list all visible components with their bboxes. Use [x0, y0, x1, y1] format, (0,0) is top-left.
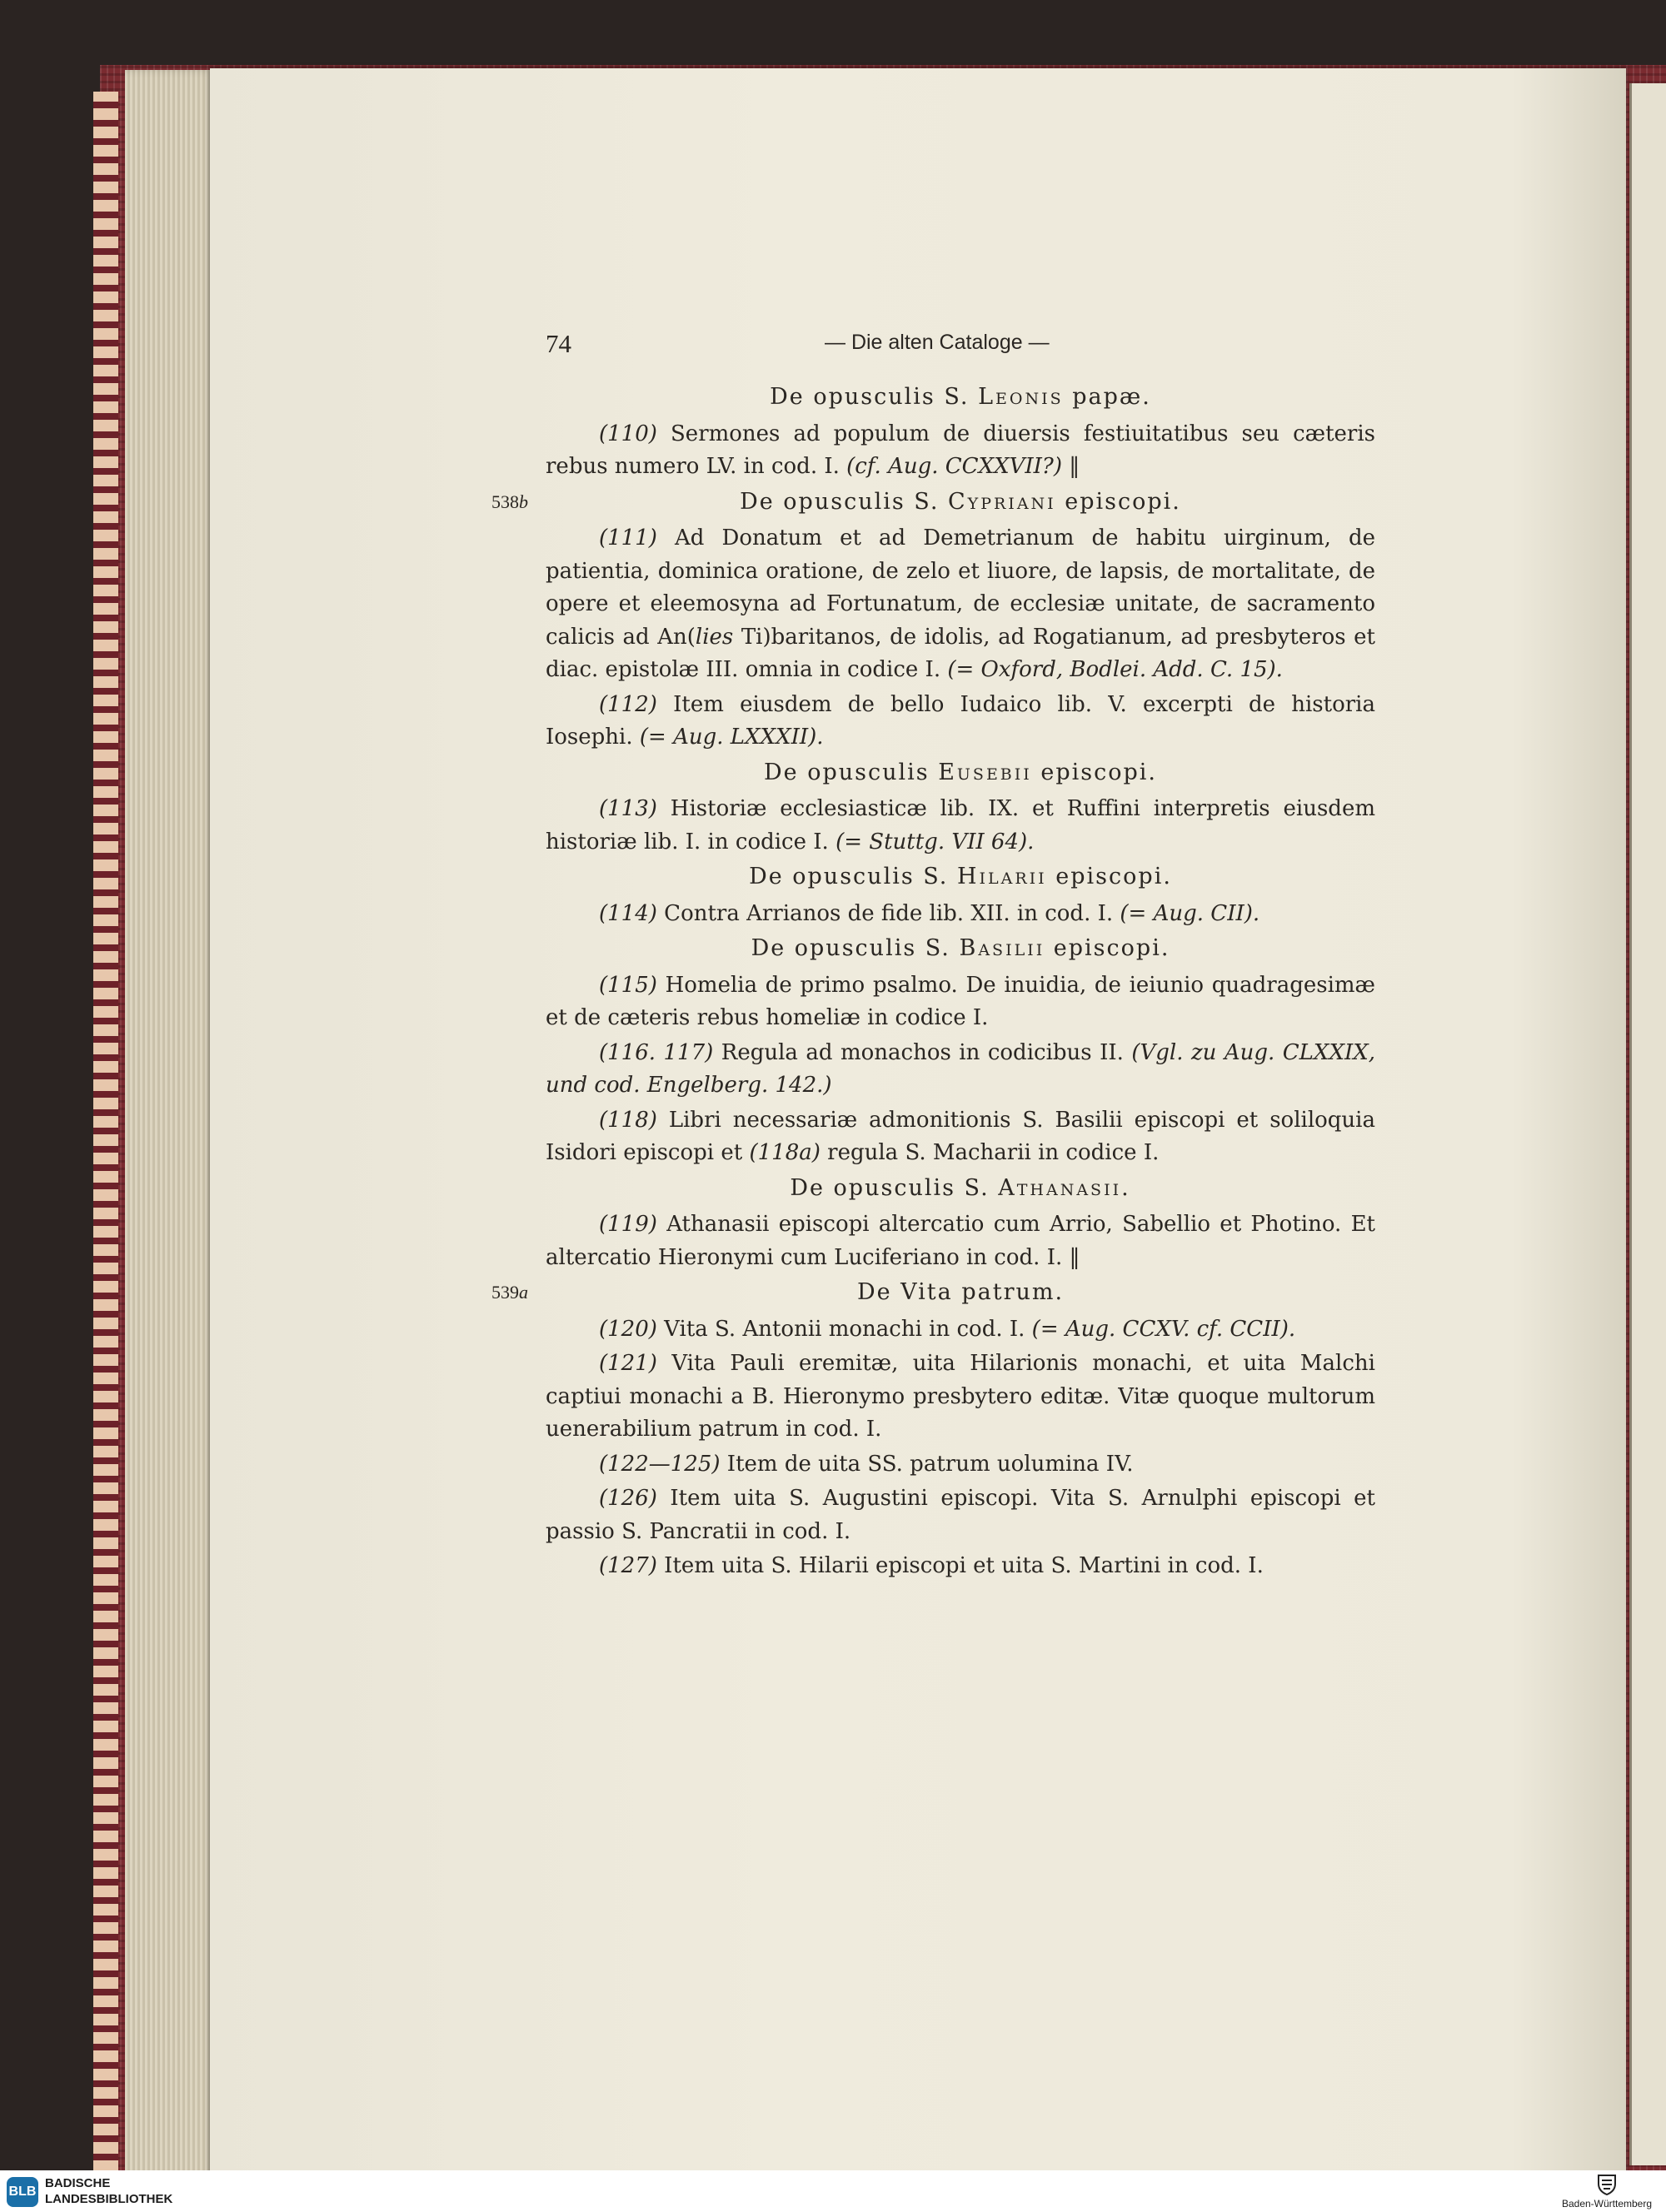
entry-text: Regula ad monachos in codicibus II.: [713, 1039, 1132, 1065]
entry-reference: (cf. Aug. CCXXVII?): [846, 454, 1062, 479]
baden-wuerttemberg-label: Baden-Württemberg: [1561, 2198, 1653, 2210]
library-name-line1: BADISCHE: [45, 2176, 111, 2190]
section-heading: [491, 486, 1375, 519]
margin-folio-letter: b: [519, 491, 528, 512]
library-name-line2: LANDESBIBLIOTHEK: [45, 2192, 173, 2206]
entry-text: Vita Pauli eremitæ, uita Hilarionis monachi, et uita Malchi captiui monachi a B. Hieronymo presbytero editæ. Vitæ quoque multorum uenerabilium patrum in cod. I.: [546, 1351, 1375, 1442]
catalog-entry: [546, 1104, 1375, 1170]
entry-text: Ti)baritanos, de idolis, ad Rogatianum, ad presbyteros et diac. epistolæ III. omnia in codice I.: [546, 624, 1375, 682]
section-heading-suffix: episcopi.: [1046, 864, 1172, 889]
entry-text: Libri necessariæ admonitionis S. Basilii episcopi et soliloquia Isidori episcopi et: [546, 1107, 1375, 1165]
margin-folio-number: 539: [491, 1282, 519, 1303]
catalog-entry: [546, 522, 1375, 687]
catalog-entry: [546, 898, 1375, 931]
catalog-entry: [546, 418, 1375, 484]
section-heading: [546, 932, 1375, 965]
page-number: 74: [546, 329, 571, 358]
section-heading-text: De opusculis S.: [740, 488, 949, 515]
section-heading: [546, 860, 1375, 894]
section-heading-name: Eusebii: [938, 759, 1032, 785]
entry-number: (127): [599, 1553, 657, 1578]
section-heading-name: Hilarii: [956, 864, 1047, 889]
entry-number: (122—125): [599, 1451, 721, 1477]
section-heading: [546, 381, 1375, 414]
section-heading: [546, 756, 1375, 790]
baden-wuerttemberg-logo[interactable]: [1553, 2172, 1661, 2210]
entry-text: Homelia de primo psalmo. De inuidia, de ieiunio quadragesimæ et de cæteris rebus homeliæ in codice I.: [546, 972, 1375, 1030]
entry-number: (116. 117): [599, 1039, 714, 1065]
section-heading-text: De opusculis S.: [790, 1174, 999, 1201]
margin-folio-number: 538: [491, 491, 519, 512]
entry-reference: (= Aug. LXXXII).: [639, 725, 824, 750]
section-heading-name: Leonis: [978, 384, 1064, 410]
state-crest-icon: [1596, 2172, 1618, 2195]
entry-number: (110): [599, 421, 657, 446]
section-heading-suffix: episcopi.: [1045, 935, 1170, 961]
entry-reference: (= Oxford, Bodlei. Add. C. 15).: [947, 657, 1283, 682]
section-heading-text: De opusculis S.: [770, 384, 979, 410]
entry-number: (115): [599, 972, 657, 998]
page-block-edges: [125, 70, 217, 2185]
text-column: [491, 379, 1375, 1585]
section-heading-name: Cypriani: [948, 488, 1056, 515]
entry-text: Vita S. Antonii monachi in cod. I.: [656, 1316, 1032, 1342]
entry-reference: (Vgl. zu Aug. CLXXIX, und cod. Engelberg. 142.): [546, 1039, 1375, 1098]
section-heading-suffix: episcopi.: [1031, 759, 1158, 785]
entry-number: (112): [599, 691, 657, 717]
facing-page-edge: [1629, 83, 1666, 2165]
entry-reference: (= Aug. CII).: [1120, 900, 1260, 926]
entry-text: Historiæ ecclesiasticæ lib. IX. et Ruffini interpretis eiusdem historiæ lib. I. in codice I.: [546, 796, 1375, 854]
entry-text: Item de uita SS. patrum uolumina IV.: [720, 1451, 1134, 1477]
entry-number: (118): [599, 1107, 657, 1133]
catalog-entry: [546, 1313, 1375, 1347]
catalog-entry: [546, 689, 1375, 755]
section-heading-suffix: papæ.: [1063, 384, 1151, 410]
margin-folio-reference: [491, 486, 528, 519]
entry-text: ‖: [1062, 454, 1080, 479]
library-name[interactable]: [45, 2175, 172, 2207]
catalog-entry: [546, 1550, 1375, 1583]
entry-text: Athanasii episcopi altercatio cum Arrio, Sabellio et Photino. Et altercatio Hieronymi cum Luciferiano in cod. I. ‖: [546, 1212, 1375, 1270]
entry-text: regula S. Macharii in codice I.: [820, 1140, 1160, 1165]
entry-number: (111): [599, 526, 657, 551]
entry-number: (114): [599, 900, 657, 926]
catalog-entry: [546, 1348, 1375, 1447]
entry-text: Item eiusdem de bello Iudaico lib. V. excerpti de historia Iosephi.: [546, 691, 1375, 750]
section-heading-text: De opusculis S.: [749, 864, 957, 889]
running-title: — Die alten Cataloge —: [825, 331, 1050, 354]
entry-text: Sermones ad populum de diuersis festiuitatibus seu cæteris rebus numero LV. in cod. I.: [546, 421, 1375, 479]
section-heading: [546, 1172, 1375, 1205]
catalog-entry: [546, 1448, 1375, 1482]
page-header: [546, 329, 1379, 362]
catalog-entry: [546, 1482, 1375, 1548]
entry-text: Contra Arrianos de fide lib. XII. in cod. I.: [656, 900, 1120, 926]
entry-reference: lies: [695, 624, 734, 650]
catalog-entry: [546, 969, 1375, 1035]
blb-logo-icon[interactable]: BLB: [7, 2177, 38, 2207]
catalog-entry: [546, 793, 1375, 859]
margin-folio-letter: a: [519, 1282, 528, 1303]
section-heading-name: Athanasii.: [998, 1174, 1131, 1201]
book-cover-edge: [93, 92, 118, 2190]
entry-number: (126): [599, 1486, 657, 1511]
entry-text: Item uita S. Hilarii episcopi et uita S. Martini in cod. I.: [656, 1553, 1264, 1578]
footer-bar: [0, 2170, 1666, 2212]
section-heading-text: De opusculis S.: [751, 935, 960, 961]
entry-reference: (118a): [749, 1140, 821, 1165]
entry-reference: (= Aug. CCXV. cf. CCII).: [1031, 1316, 1296, 1342]
section-heading-text: De opusculis: [763, 759, 939, 785]
section-heading-suffix: episcopi.: [1055, 488, 1181, 515]
catalog-entry: [546, 1208, 1375, 1274]
entry-number: (120): [599, 1316, 657, 1342]
entry-number: (121): [599, 1351, 657, 1376]
section-heading-text: De Vita patrum.: [856, 1279, 1065, 1305]
entry-reference: (= Stuttg. VII 64).: [835, 829, 1035, 854]
entry-number: (113): [599, 796, 657, 821]
entry-text: Item uita S. Augustini episcopi. Vita S. Arnulphi episcopi et passio S. Pancratii in cod. I.: [546, 1486, 1375, 1544]
margin-folio-reference: [491, 1276, 528, 1309]
section-heading-name: Basilii: [959, 935, 1045, 961]
entry-text: Ad Donatum et ad Demetrianum de habitu uirginum, de patientia, dominica oratione, de zelo et liuore, de lapsis, de mortalitate, de opere et eleemosyna ad Fortunatum, de ecclesiæ unitate, de sacramento calicis ad An(: [546, 526, 1375, 650]
entry-number: (119): [599, 1212, 657, 1237]
section-heading: [491, 1276, 1375, 1309]
catalog-entry: [546, 1037, 1375, 1103]
